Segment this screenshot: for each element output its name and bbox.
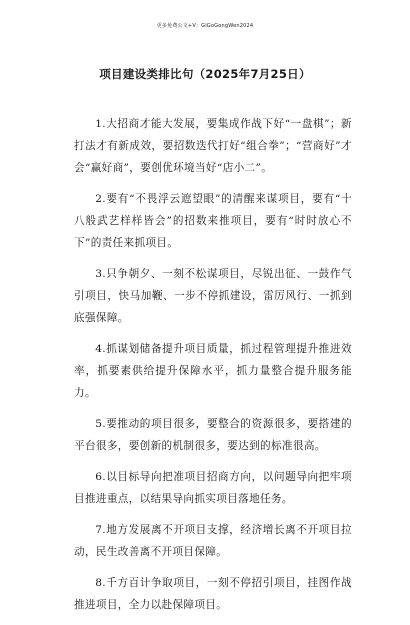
paragraph-8: 8.千方百计争取项目，一刻不停招引项目，挂图作战推进项目，全力以赴保障项目。 [74, 577, 352, 611]
document-body [74, 113, 352, 625]
paragraph-1: 1.大招商才能大发展，要集成作战下好“一盘棋”；新打法才有新成效，要招数迭代打好“组合拳”；“营商好”才会“赢好商”，要创优环境当好“店小二”。 [74, 118, 352, 174]
paragraph-5: 5.要推动的项目很多，要整合的资源很多，要搭建的平台很多，要创新的机制很多，要达到的标准很高。 [74, 418, 352, 452]
paragraph-2: 2.要有“不畏浮云遮望眼”的清醒来谋项目，要有“十八般武艺样样皆会”的招数来推项目，要有“时时放心不下”的责任来抓项目。 [74, 193, 352, 249]
paragraph-3: 3.只争朝夕、一刻不松谋项目，尽锐出征、一鼓作气引项目，快马加鞭、一步不停抓建设，雷厉风行、一抓到底强保障。 [74, 268, 352, 324]
paragraph-6: 6.以目标导向把准项目招商方向，以问题导向把牢项目推进重点，以结果导向抓实项目落地任务。 [74, 471, 352, 505]
paragraph-7: 7.地方发展离不开项目支撑，经济增长离不开项目拉动，民生改善离不开项目保障。 [74, 524, 352, 558]
top-note: 更多免费公文+V：GiGoGongWen2024 [156, 23, 254, 29]
page-title: 项目建设类排比句（2025年7月25日） [99, 67, 311, 81]
paragraph-4: 4.抓谋划储备提升项目质量，抓过程管理提升推进效率，抓要素供给提升保障水平，抓力量整合提升服务能力。 [74, 343, 352, 399]
